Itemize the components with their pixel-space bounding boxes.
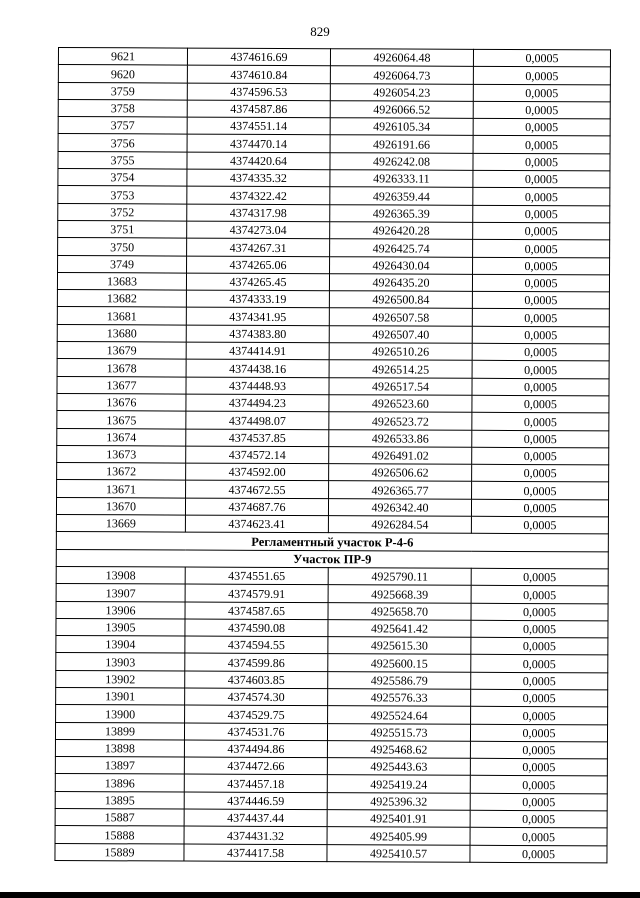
point-id-cell: 13903 <box>56 653 185 671</box>
point-id-cell: 3757 <box>58 117 187 135</box>
x-coordinate-cell: 4374672.55 <box>186 480 329 498</box>
value-cell: 0,0005 <box>473 49 610 67</box>
y-coordinate-cell: 4925405.99 <box>327 827 470 845</box>
y-coordinate-cell: 4925586.79 <box>328 671 471 689</box>
x-coordinate-cell: 4374472.66 <box>184 757 327 775</box>
x-coordinate-cell: 4374335.32 <box>187 169 330 187</box>
x-coordinate-cell: 4374438.16 <box>186 359 329 377</box>
value-cell: 0,0005 <box>472 482 609 500</box>
x-coordinate-cell: 4374498.07 <box>186 411 329 429</box>
point-id-cell: 3755 <box>58 151 187 169</box>
point-id-cell: 13669 <box>56 515 185 533</box>
point-id-cell: 13899 <box>55 722 184 740</box>
x-coordinate-cell: 4374610.84 <box>187 65 330 83</box>
value-cell: 0,0005 <box>473 118 610 136</box>
point-id-cell: 3759 <box>58 82 187 100</box>
section-heading: Регламентный участок Р-4-6 <box>56 532 608 552</box>
y-coordinate-cell: 4926523.60 <box>329 395 472 413</box>
point-id-cell: 13679 <box>57 342 186 360</box>
y-coordinate-cell: 4926420.28 <box>330 222 473 240</box>
y-coordinate-cell: 4926284.54 <box>328 516 471 534</box>
point-id-cell: 13677 <box>57 376 186 394</box>
x-coordinate-cell: 4374333.19 <box>186 290 329 308</box>
x-coordinate-cell: 4374551.65 <box>185 567 328 585</box>
y-coordinate-cell: 4926507.40 <box>329 325 472 343</box>
point-id-cell: 9620 <box>58 65 187 83</box>
value-cell: 0,0005 <box>471 499 608 517</box>
coordinates-table-body <box>55 48 611 863</box>
y-coordinate-cell: 4926054.23 <box>330 83 473 101</box>
y-coordinate-cell: 4926333.11 <box>330 170 473 188</box>
point-id-cell: 13896 <box>55 774 184 792</box>
value-cell: 0,0005 <box>472 326 609 344</box>
x-coordinate-cell: 4374470.14 <box>187 135 330 153</box>
x-coordinate-cell: 4374599.86 <box>185 653 328 671</box>
y-coordinate-cell: 4926510.26 <box>329 343 472 361</box>
value-cell: 0,0005 <box>471 672 608 690</box>
scan-edge <box>0 892 640 898</box>
y-coordinate-cell: 4926064.48 <box>330 49 473 67</box>
point-id-cell: 13895 <box>55 791 184 809</box>
point-id-cell: 13675 <box>57 411 186 429</box>
y-coordinate-cell: 4925668.39 <box>328 585 471 603</box>
x-coordinate-cell: 4374537.85 <box>186 429 329 447</box>
value-cell: 0,0005 <box>473 136 610 154</box>
x-coordinate-cell: 4374448.93 <box>186 377 329 395</box>
value-cell: 0,0005 <box>472 430 609 448</box>
point-id-cell: 3752 <box>58 203 187 221</box>
x-coordinate-cell: 4374579.91 <box>185 584 328 602</box>
x-coordinate-cell: 4374551.14 <box>187 117 330 135</box>
value-cell: 0,0005 <box>473 188 610 206</box>
value-cell: 0,0005 <box>472 291 609 309</box>
value-cell: 0,0005 <box>472 361 609 379</box>
point-id-cell: 13908 <box>56 566 185 584</box>
value-cell: 0,0005 <box>472 413 609 431</box>
x-coordinate-cell: 4374587.65 <box>185 602 328 620</box>
y-coordinate-cell: 4926514.25 <box>329 360 472 378</box>
y-coordinate-cell: 4926359.44 <box>330 187 473 205</box>
point-id-cell: 3758 <box>58 99 187 117</box>
y-coordinate-cell: 4926342.40 <box>328 498 471 516</box>
y-coordinate-cell: 4925658.70 <box>328 602 471 620</box>
value-cell: 0,0005 <box>473 240 610 258</box>
y-coordinate-cell: 4926435.20 <box>329 274 472 292</box>
value-cell: 0,0005 <box>472 378 609 396</box>
y-coordinate-cell: 4926500.84 <box>329 291 472 309</box>
point-id-cell: 13672 <box>57 463 186 481</box>
value-cell: 0,0005 <box>472 464 609 482</box>
value-cell: 0,0005 <box>471 516 608 534</box>
point-id-cell: 3751 <box>58 220 187 238</box>
point-id-cell: 13900 <box>56 705 185 723</box>
y-coordinate-cell: 4925600.15 <box>328 654 471 672</box>
value-cell: 0,0005 <box>470 828 607 846</box>
y-coordinate-cell: 4925419.24 <box>327 775 470 793</box>
point-id-cell: 13905 <box>56 618 185 636</box>
x-coordinate-cell: 4374414.91 <box>186 342 329 360</box>
y-coordinate-cell: 4925641.42 <box>328 619 471 637</box>
value-cell: 0,0005 <box>470 793 607 811</box>
x-coordinate-cell: 4374574.30 <box>185 688 328 706</box>
value-cell: 0,0005 <box>473 257 610 275</box>
point-id-cell: 3753 <box>58 186 187 204</box>
x-coordinate-cell: 4374494.86 <box>184 740 327 758</box>
x-coordinate-cell: 4374623.41 <box>185 515 328 533</box>
point-id-cell: 13904 <box>56 636 185 654</box>
value-cell: 0,0005 <box>471 637 608 655</box>
value-cell: 0,0005 <box>471 586 608 604</box>
y-coordinate-cell: 4925443.63 <box>327 758 470 776</box>
x-coordinate-cell: 4374267.31 <box>187 238 330 256</box>
point-id-cell: 13902 <box>56 670 185 688</box>
point-id-cell: 13907 <box>56 584 185 602</box>
point-id-cell: 13674 <box>57 428 186 446</box>
value-cell: 0,0005 <box>471 620 608 638</box>
value-cell: 0,0005 <box>470 758 607 776</box>
y-coordinate-cell: 4926242.08 <box>330 152 473 170</box>
value-cell: 0,0005 <box>473 170 610 188</box>
value-cell: 0,0005 <box>470 724 607 742</box>
value-cell: 0,0005 <box>473 153 610 171</box>
point-id-cell: 13683 <box>57 272 186 290</box>
y-coordinate-cell: 4926523.72 <box>329 412 472 430</box>
table-row <box>55 843 607 863</box>
y-coordinate-cell: 4925401.91 <box>327 810 470 828</box>
x-coordinate-cell: 4374590.08 <box>185 619 328 637</box>
value-cell: 0,0005 <box>472 343 609 361</box>
x-coordinate-cell: 4374273.04 <box>187 221 330 239</box>
x-coordinate-cell: 4374457.18 <box>184 775 327 793</box>
value-cell: 0,0005 <box>470 845 607 863</box>
x-coordinate-cell: 4374587.86 <box>187 100 330 118</box>
section-heading: Участок ПР-9 <box>56 549 608 569</box>
point-id-cell: 13897 <box>55 757 184 775</box>
y-coordinate-cell: 4926365.77 <box>329 481 472 499</box>
point-id-cell: 13678 <box>57 359 186 377</box>
point-id-cell: 13671 <box>57 480 186 498</box>
value-cell: 0,0005 <box>473 84 610 102</box>
y-coordinate-cell: 4926517.54 <box>329 377 472 395</box>
x-coordinate-cell: 4374531.76 <box>184 723 327 741</box>
x-coordinate-cell: 4374687.76 <box>185 498 328 516</box>
y-coordinate-cell: 4926105.34 <box>330 118 473 136</box>
point-id-cell: 13670 <box>56 497 185 515</box>
x-coordinate-cell: 4374596.53 <box>187 83 330 101</box>
point-id-cell: 15887 <box>55 809 184 827</box>
y-coordinate-cell: 4925468.62 <box>327 741 470 759</box>
value-cell: 0,0005 <box>470 776 607 794</box>
x-coordinate-cell: 4374572.14 <box>186 446 329 464</box>
x-coordinate-cell: 4374317.98 <box>187 204 330 222</box>
value-cell: 0,0005 <box>472 395 609 413</box>
x-coordinate-cell: 4374322.42 <box>187 186 330 204</box>
y-coordinate-cell: 4925615.30 <box>328 637 471 655</box>
y-coordinate-cell: 4925524.64 <box>328 706 471 724</box>
y-coordinate-cell: 4925790.11 <box>328 568 471 586</box>
y-coordinate-cell: 4926191.66 <box>330 135 473 153</box>
point-id-cell: 13681 <box>57 307 186 325</box>
y-coordinate-cell: 4926507.58 <box>329 308 472 326</box>
x-coordinate-cell: 4374437.44 <box>184 809 327 827</box>
coordinates-table <box>54 47 611 863</box>
y-coordinate-cell: 4926491.02 <box>329 447 472 465</box>
value-cell: 0,0005 <box>473 67 610 85</box>
point-id-cell: 13901 <box>56 687 185 705</box>
y-coordinate-cell: 4926064.73 <box>330 66 473 84</box>
x-coordinate-cell: 4374594.55 <box>185 636 328 654</box>
value-cell: 0,0005 <box>472 309 609 327</box>
x-coordinate-cell: 4374417.58 <box>184 844 327 862</box>
value-cell: 0,0005 <box>471 689 608 707</box>
y-coordinate-cell: 4925515.73 <box>327 723 470 741</box>
value-cell: 0,0005 <box>471 603 608 621</box>
value-cell: 0,0005 <box>472 274 609 292</box>
value-cell: 0,0005 <box>472 447 609 465</box>
x-coordinate-cell: 4374420.64 <box>187 152 330 170</box>
y-coordinate-cell: 4925410.57 <box>327 844 470 862</box>
point-id-cell: 13673 <box>57 445 186 463</box>
page-number: 829 <box>310 24 330 39</box>
value-cell: 0,0005 <box>470 810 607 828</box>
x-coordinate-cell: 4374603.85 <box>185 671 328 689</box>
point-id-cell: 3749 <box>58 255 187 273</box>
y-coordinate-cell: 4926066.52 <box>330 101 473 119</box>
point-id-cell: 13676 <box>57 393 186 411</box>
x-coordinate-cell: 4374494.23 <box>186 394 329 412</box>
x-coordinate-cell: 4374446.59 <box>184 792 327 810</box>
y-coordinate-cell: 4925396.32 <box>327 792 470 810</box>
y-coordinate-cell: 4926365.39 <box>330 204 473 222</box>
value-cell: 0,0005 <box>471 707 608 725</box>
point-id-cell: 3750 <box>58 238 187 256</box>
y-coordinate-cell: 4926533.86 <box>329 429 472 447</box>
point-id-cell: 13680 <box>57 324 186 342</box>
y-coordinate-cell: 4926506.62 <box>329 464 472 482</box>
x-coordinate-cell: 4374265.45 <box>186 273 329 291</box>
point-id-cell: 3756 <box>58 134 187 152</box>
x-coordinate-cell: 4374431.32 <box>184 826 327 844</box>
point-id-cell: 15889 <box>55 843 184 861</box>
y-coordinate-cell: 4926430.04 <box>330 256 473 274</box>
value-cell: 0,0005 <box>470 741 607 759</box>
x-coordinate-cell: 4374592.00 <box>186 463 329 481</box>
value-cell: 0,0005 <box>471 655 608 673</box>
x-coordinate-cell: 4374341.95 <box>186 308 329 326</box>
value-cell: 0,0005 <box>471 568 608 586</box>
x-coordinate-cell: 4374616.69 <box>187 48 330 66</box>
point-id-cell: 9621 <box>58 48 187 66</box>
y-coordinate-cell: 4925576.33 <box>328 689 471 707</box>
value-cell: 0,0005 <box>473 205 610 223</box>
point-id-cell: 13682 <box>57 290 186 308</box>
value-cell: 0,0005 <box>473 222 610 240</box>
point-id-cell: 13906 <box>56 601 185 619</box>
x-coordinate-cell: 4374383.80 <box>186 325 329 343</box>
x-coordinate-cell: 4374529.75 <box>185 705 328 723</box>
value-cell: 0,0005 <box>473 101 610 119</box>
point-id-cell: 15888 <box>55 826 184 844</box>
y-coordinate-cell: 4926425.74 <box>330 239 473 257</box>
point-id-cell: 3754 <box>58 169 187 187</box>
x-coordinate-cell: 4374265.06 <box>187 256 330 274</box>
point-id-cell: 13898 <box>55 739 184 757</box>
